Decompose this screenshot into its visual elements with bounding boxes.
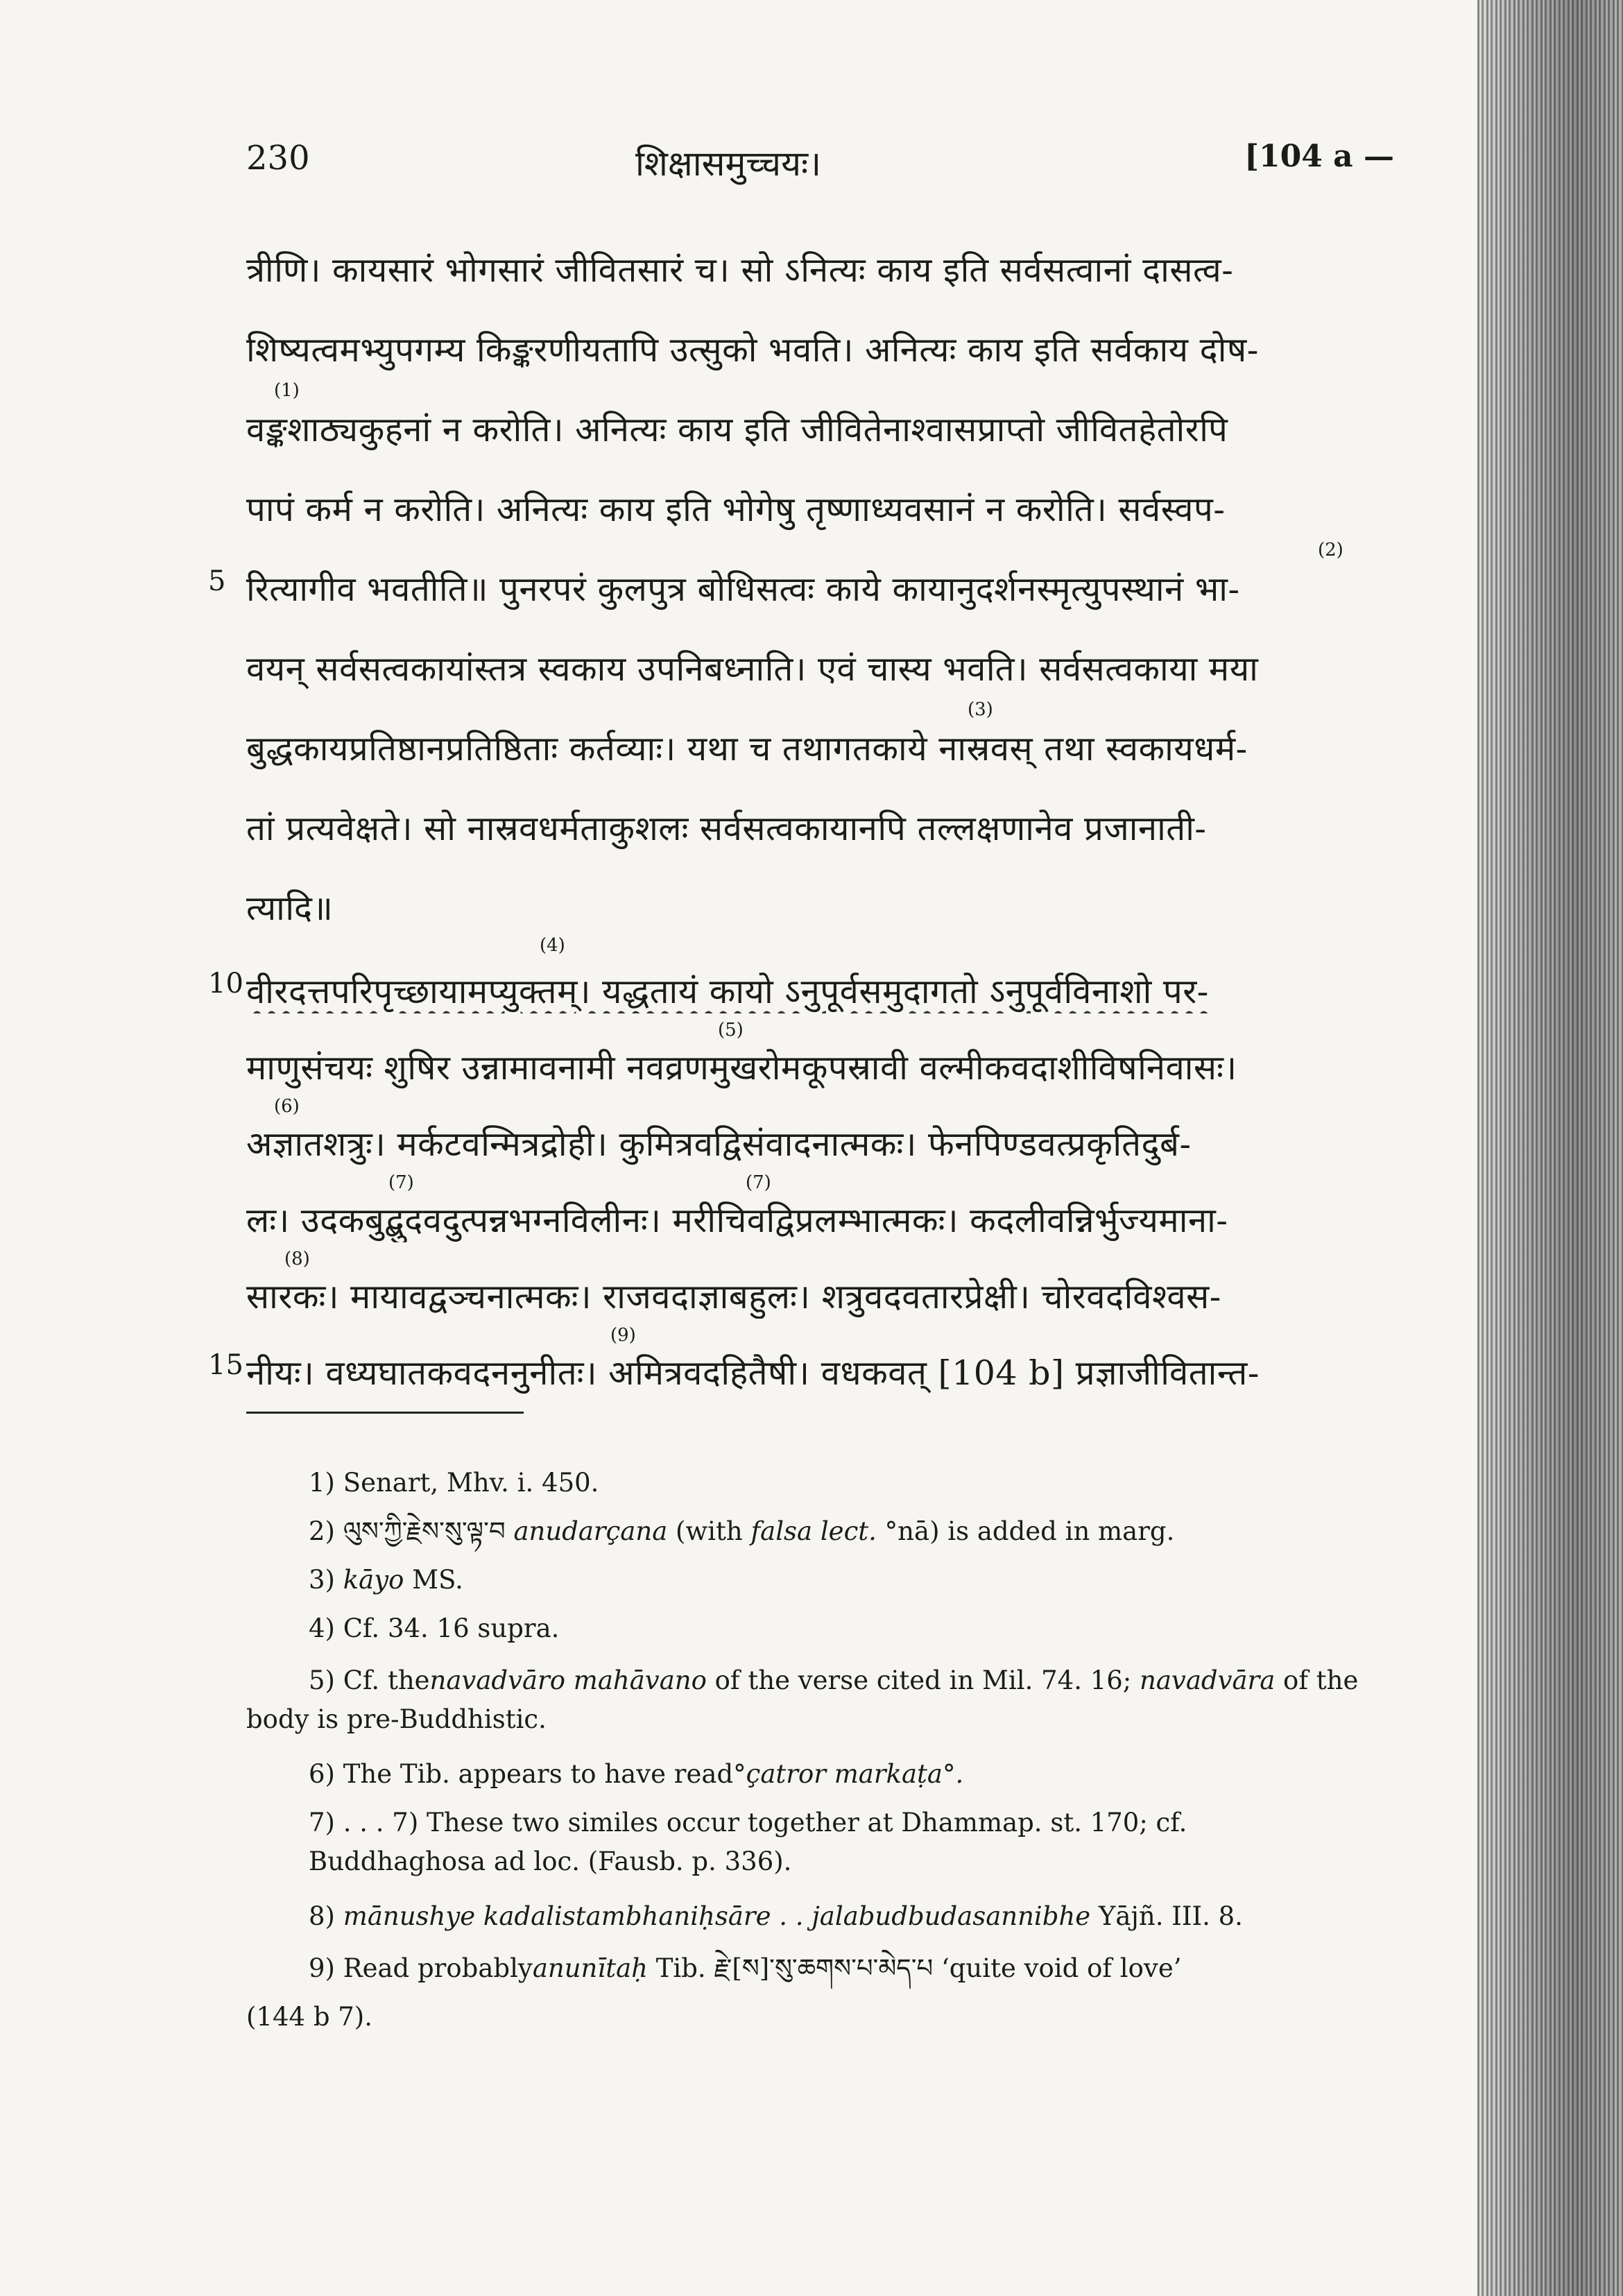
note-mark-4: (4): [540, 935, 565, 956]
footnote-9-continued: (144 b 7).: [246, 2002, 373, 2032]
text-line-8: तां प्रत्यवेक्षते। सो नास्रवधर्मताकुशलः सर्वसत्वकायानपि तल्लक्षणानेव प्रजानाती-: [246, 809, 1207, 848]
folio-reference: [104 a —: [1244, 139, 1394, 174]
running-title: शिक्षासमुच्चयः।: [635, 144, 822, 184]
note-mark-7b: (7): [746, 1172, 771, 1193]
footnote-5: 5) Cf. thenavadvāro mahāvano of the verse cited in Mil. 74. 16; navadvāra of the body is pre-Buddhistic.: [246, 1665, 1359, 1734]
scanned-page-edge: [1477, 0, 1623, 2296]
line-number-10: 10: [208, 968, 243, 1000]
text-line-9: त्यादि॥: [246, 889, 334, 928]
footnote-1: 1) Senart, Mhv. i. 450.: [309, 1468, 599, 1498]
note-mark-2: (2): [1318, 540, 1343, 560]
text-line-11: माणुसंचयः शुषिर उन्नामावनामी नवव्रणमुखरोमकूपस्रावी वल्मीकवदाशीविषनिवासः।: [246, 1048, 1237, 1088]
note-mark-5: (5): [718, 1020, 744, 1040]
note-mark-3: (3): [968, 699, 993, 720]
note-mark-7a: (7): [388, 1172, 414, 1193]
note-mark-8: (8): [284, 1249, 310, 1269]
text-line-3: वङ्कशाठ्यकुहनां न करोति। अनित्यः काय इति जीवितेनाश्वासप्राप्तो जीवितहेतोरपि: [246, 410, 1228, 449]
footnote-8: 8) mānushye kadalistambhaniḥsāre . . jalabudbudasannibhe Yājñ. III. 8.: [309, 1901, 1243, 1931]
footnote-2: 2) ལུས་ཀྱི་རྗེས་སུ་ལྟ་བ anudarçana (with falsa lect. °nā) is added in marg.: [309, 1516, 1175, 1546]
footnote-3: 3) kāyo MS.: [309, 1565, 463, 1595]
footnote-rule: [246, 1412, 524, 1414]
footnote-9: 9) Read probablyanunītaḥ Tib. རྗེ་[ས]་སུ་ཆགས་པ་མེད་པ ‘quite void of love’: [309, 1953, 1182, 1983]
page-number: 230: [246, 139, 310, 178]
footnote-6: 6) The Tib. appears to have read°çatror markaṭa°.: [309, 1759, 964, 1789]
text-line-1: त्रीणि। कायसारं भोगसारं जीवितसारं च। सो ऽनित्यः काय इति सर्वसत्वानां दासत्व-: [246, 250, 1234, 290]
text-line-13: लः। उदकबुद्बुदवदुत्पन्नभग्नविलीनः। मरीचिवद्विप्रलम्भात्मकः। कदलीवन्निर्भुज्यमाना-: [246, 1201, 1228, 1240]
note-mark-9: (9): [610, 1325, 636, 1346]
text-line-10: वीरदत्तपरिपृच्छायामप्युक्तम्। यद्धतायं कायो ऽनुपूर्वसमुदागतो ऽनुपूर्वविनाशो पर-: [246, 972, 1209, 1011]
text-line-5: रित्यागीव भवतीति॥ पुनरपरं कुलपुत्र बोधिसत्वः काये कायानुदर्शनस्मृत्युपस्थानं भा-: [246, 569, 1240, 609]
text-line-4: पापं कर्म न करोति। अनित्यः काय इति भोगेषु तृष्णाध्यवसानं न करोति। सर्वस्वप-: [246, 490, 1226, 529]
text-line-12: अज्ञातशत्रुः। मर्कटवन्मित्रद्रोही। कुमित्रवद्विसंवादनात्मकः। फेनपिण्डवत्प्रकृतिदुर्ब-: [246, 1124, 1192, 1164]
text-line-15: नीयः। वध्यघातकवदननुनीतः। अमित्रवदहितैषी। वधकवत् [104 b] प्रज्ञाजीवितान्त-: [246, 1353, 1260, 1393]
line-number-5: 5: [208, 565, 226, 597]
text-line-2: शिष्यत्वमभ्युपगम्य किङ्करणीयतापि उत्सुको भवति। अनित्यः काय इति सर्वकाय दोष-: [246, 330, 1259, 370]
footnote-4: 4) Cf. 34. 16 supra.: [309, 1613, 560, 1643]
text-line-7: बुद्धकायप्रतिष्ठानप्रतिष्ठिताः कर्तव्याः। यथा च तथागतकाये नास्रवस् तथा स्वकायधर्म-: [246, 729, 1248, 769]
note-mark-1: (1): [274, 380, 300, 401]
text-line-6: वयन् सर्वसत्वकायांस्तत्र स्वकाय उपनिबध्नाति। एवं चास्य भवति। सर्वसत्वकाया मया: [246, 649, 1259, 689]
tibetan-text: ལུས་ཀྱི་རྗེས་སུ་ལྟ་བ: [343, 1516, 506, 1546]
note-mark-6: (6): [274, 1096, 300, 1117]
footnote-7: 7) . . . 7) These two similes occur together at Dhammap. st. 170; cf. Buddhaghosa ad loc. (Fausb. p. 336).: [309, 1808, 1187, 1876]
tibetan-text: རྗེ་[ས]་སུ་ཆགས་པ་མེད་པ: [714, 1953, 934, 1983]
line-number-15: 15: [208, 1349, 243, 1381]
text-line-14: सारकः। मायावद्वञ्चनात्मकः। राजवदाज्ञाबहुलः। शत्रुवदवतारप्रेक्षी। चोरवदविश्वस-: [246, 1277, 1221, 1317]
